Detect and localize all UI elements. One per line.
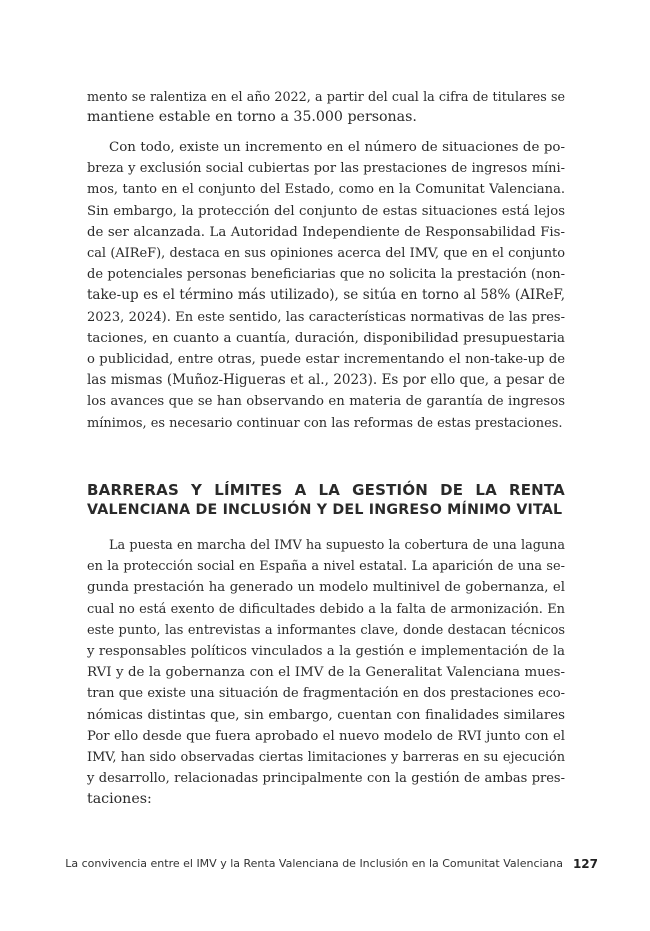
text-line: breza y exclusión social cubiertas por las prestaciones de ingresos míni- <box>87 161 565 177</box>
text-line: de ser alcanzada. La Autoridad Independiente de Responsabilidad Fis- <box>87 224 565 240</box>
text-line: RVI y de la gobernanza con el IMV de la Generalitat Valenciana mues- <box>87 665 565 681</box>
text-line: este punto, las entrevistas a informantes clave, donde destacan técnicos <box>87 622 565 638</box>
heading-line: BARRERAS Y LÍMITES A LA GESTIÓN DE LA RENTA <box>87 481 565 499</box>
text-line: y desarrollo, relacionadas principalmente con la gestión de ambas pres- <box>87 771 565 787</box>
text-line: mento se ralentiza en el año 2022, a partir del cual la cifra de titulares se <box>87 89 565 104</box>
heading-line: VALENCIANA DE INCLUSIÓN Y DEL INGRESO MÍNIMO VITAL <box>87 502 563 518</box>
text-line: Con todo, existe un incremento en el número de situaciones de po- <box>109 140 565 155</box>
text-line: nómicas distintas que, sin embargo, cuentan con finalidades similares <box>87 707 565 723</box>
text-line: gunda prestación ha generado un modelo multinivel de gobernanza, el <box>87 580 565 596</box>
page-footer <box>0 856 650 874</box>
intro-paragraph <box>87 86 565 128</box>
text-line: La puesta en marcha del IMV ha supuesto la cobertura de una laguna <box>109 538 565 553</box>
text-line: de potenciales personas beneficiarias que no solicita la prestación (non- <box>87 267 565 283</box>
text-line: mos, tanto en el conjunto del Estado, como en la Comunitat Valenciana. <box>87 182 565 198</box>
text-line: y responsables políticos vinculados a la gestión e implementación de la <box>87 644 565 660</box>
text-line: taciones, en cuanto a cuantía, duración, disponibilidad presupuestaria <box>87 330 565 346</box>
body-paragraph-3 <box>87 535 565 811</box>
text-line: 2023, 2024). En este sentido, las características normativas de las pres- <box>87 309 565 325</box>
text-line: tran que existe una situación de fragmentación en dos prestaciones eco- <box>87 686 565 702</box>
text-line: Sin embargo, la protección del conjunto de estas situaciones está lejos <box>87 203 565 219</box>
text-line: mínimos, es necesario continuar con las reformas de estas prestaciones. <box>87 415 563 431</box>
text-line: IMV, han sido observadas ciertas limitaciones y barreras en su ejecución <box>87 750 565 766</box>
page-number: 127 <box>572 857 598 871</box>
text-line: take-up es el término más utilizado), se sitúa en torno al 58% (AIReF, <box>87 287 565 304</box>
running-title: La convivencia entre el IMV y la Renta Valenciana de Inclusión en la Comunitat Valenciana <box>65 857 563 870</box>
section-heading <box>87 480 565 520</box>
text-line: las mismas (Muñoz-Higueras et al., 2023). Es por ello que, a pesar de <box>87 372 565 389</box>
body-paragraph-2 <box>87 137 565 434</box>
text-line: taciones: <box>87 791 152 808</box>
text-line: o publicidad, entre otras, puede estar incrementando el non-take-up de <box>87 352 565 368</box>
text-line: en la protección social en España a nivel estatal. La aparición de una se- <box>87 559 565 575</box>
text-line: mantiene estable en torno a 35.000 personas. <box>87 109 417 126</box>
text-line: cual no está exento de dificultades debido a la falta de armonización. En <box>87 601 565 617</box>
text-line: cal (AIReF), destaca en sus opiniones acerca del IMV, que en el conjunto <box>87 246 565 262</box>
text-line: los avances que se han observando en materia de garantía de ingresos <box>87 394 565 410</box>
text-line: Por ello desde que fuera aprobado el nuevo modelo de RVI junto con el <box>87 728 565 744</box>
